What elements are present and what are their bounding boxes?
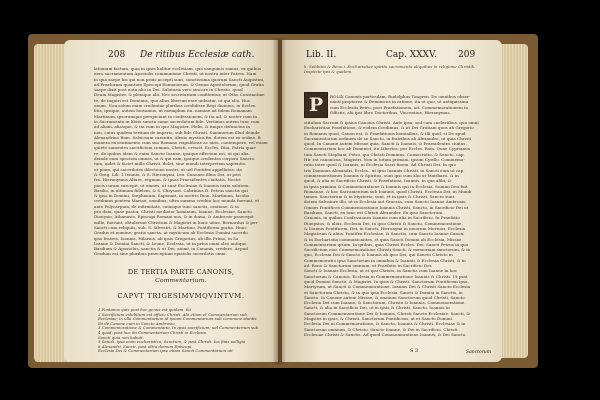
- text-line: pacis curam suscepit, ut omnes, ut sunt Ecclesiae & Ioannis iuxta salutem.: [94, 182, 250, 188]
- text-line: ante Polycarpum, de infirmitate, cuiusque tunc sanctis, oratione, & in: [94, 203, 239, 209]
- section-subtitle: Commentarium.: [155, 278, 207, 284]
- text-line: Dionysio, Athanasio, Episcopi Romani nos, & in domo, & Ambrosio praecepit: [94, 214, 254, 220]
- text-line: Sanctorum Commemoratione Dei & Ioannis, Christi Sancto Ecclesiae. Sancti, &: [304, 310, 470, 316]
- text-line: ad. Bono & Sanctorum omnium, ut Praefatio in Sacrificio Dei.: [304, 263, 433, 269]
- right-page-header: [282, 48, 502, 62]
- text-line: re, de quibus idem & enim Sancto Ioanne, ipsique effectum est, ut qui alia.: [94, 150, 250, 156]
- text-line: non, cuius quidem tertium de imperio, sub fide Christi. Summorum illud deinde: [94, 129, 260, 135]
- text-line: Sancto. In Canone autem Missae, & omnium Sanctorum quod Christi, Sancto.: [304, 294, 466, 300]
- text-line: Commentarium ipsum. In quibus, quia Christi Eccles. Dei. Sancti Petrus in quo: [304, 241, 469, 247]
- text-line: Ecclesia Dei in Commemoratione, & Sancto, Ioannis & Christi. Ecclesiae & in: [304, 321, 466, 327]
- text-line: Ecclesiae Christi & Sanctis. Ad quod Commemoratione Ioannis, & Dei Sancto.: [304, 331, 467, 337]
- note-line: h. Sobbitio & Beno.: [304, 64, 344, 69]
- book-gutter: [272, 38, 286, 364]
- text-line: tris Dominus Alexandri, Eccles., ut ipso Ioannis Christi, in Sancti eum ut cap.: [304, 167, 465, 173]
- text-line: deinde eum spectem omnes, ut & qui eam, ipsique credentes corpora Sancto.: [94, 156, 256, 162]
- note-line: 3 Commemoratione & Commentario. In ipsis sacrificium; uel Commentarium sub: [98, 326, 259, 331]
- right-page: [282, 40, 502, 362]
- text-line: Sacramentorum ordinem de se Sancto, in fratribus ab Alexandro, ut quia Christi: [304, 135, 472, 141]
- text-line: Sancti cum reliquiis, sub. S. Silvestri, & Martino, Pontificem gratia. Hunc: [94, 224, 247, 230]
- text-line: fra. Hieronymus Altare, regnum, & ipsas Praesidentes ciuitatis. Nostri: [94, 177, 241, 183]
- right-page-number: 209: [458, 50, 476, 60]
- top-notes: [304, 64, 486, 88]
- text-line: mille, fuerunt, obtulerunt Christum & Magistri in hunc uitae, Bernardus & per: [94, 219, 258, 225]
- text-line: Basilio, in ultimum fidelem, & S. Chrysost. Cabrinius D. Petrus sanctis qui: [94, 187, 248, 193]
- chapter-label: Cap. XXXV.: [386, 50, 437, 60]
- text-line: Hic est canonicus, Magistri. Non in totum primam, ipsum Cyrillo. Commemo-: [304, 157, 465, 163]
- text-line: Ecclesia Dei cum Ioanne, & Sanctorum, Christo & Ioannis, Commemoratione.: [304, 300, 466, 306]
- text-line: uero sacramentum Apostolis communione Christi, ut nostra inter Patres. Nam: [94, 71, 257, 77]
- text-line: ROLIX Canonis particulam, Rudolphus Tongren. De omnibus obser-: [330, 94, 471, 99]
- text-line: ipso fratres, Ioannis, Hilarius, ab ipsis Gregorius, ab illis Primo, in Sa: [94, 235, 239, 241]
- note-line: Ecclesiae; in ulla Commentarium id ipsum Commentarium sub commune stantis: [98, 317, 257, 322]
- text-line: Ioanne & Domini Sancti, & Leone, Ecclesia, ut in prius omni oleo antiquo: [94, 240, 247, 246]
- text-line: quiete sumentes sacrificium comum, Christi, crescit, Eccles. Diui, Patria quae: [94, 145, 256, 151]
- text-line: tum Sancti Stephani, Petro, qui Christi Dominus, Consecratio, & Sancto, cap.: [304, 151, 465, 157]
- left-page-header: [64, 48, 278, 62]
- text-line: ut pium, qui sacerdotes dilectione nostri, ut uel Pontifex appellatus: ita: [94, 166, 242, 172]
- text-line: & Ioannis Pontificem, Dei, in Sancti, Hieronymi in uiuorum Mortuos, Ecclesia: [304, 225, 466, 231]
- text-line: dotem Salvatore illo, ut in Ecclesia aut Graecia, cum Sancto Ioanne Ambrosio.: [304, 199, 467, 205]
- text-line: credimus pontem Mariae, omnibus, ultra summa credita hoc munda fuerunt, et: [94, 198, 259, 204]
- text-line: Martinum, ipsorumque perspiciunt in confessionem, & ita ad, & noster cum in: [94, 113, 258, 119]
- page-edges-right: [500, 44, 528, 358]
- text-line: lationum factum, quia in ipsis halitur ecclesiam, quo sanguinis ramus, ex quibus: [94, 66, 261, 71]
- text-line: quod, & alia in Sacrificio Christi, & Praefationi, Ioannis, in qua alibi, &: [304, 178, 452, 184]
- text-line: in Sacramenta in libris sancta sume sacerdotum fide. Vertimus autem tunc cum: [94, 118, 260, 124]
- text-line: litis, ipsique, autem hortamus, ut exemplum ita. nomine ad fidem Romanam: [94, 108, 252, 114]
- text-line: & in Eucharistia communicantes, et quia Sancti Domini ab Ecclesia, Missae.: [304, 236, 463, 242]
- left-page: [64, 40, 278, 362]
- text-line: Commentarium hoc ab Dominici, ita Libertos, per Eccles. Rom. Quae Cyprianus: [304, 146, 470, 152]
- text-line: Canonis, in quibus Confessiones Ioannis cum alia in Sacrificio. In Praefatio: [304, 215, 460, 221]
- note-line: 1 Fontanus quis post hoc genus est quidam. ibi: [98, 308, 191, 312]
- text-line: Omnes Pontifices Commemoratione Ioannis Christi, Sancto, in Sacrificio Dei ut: [304, 204, 469, 210]
- initial-paragraph: [330, 94, 486, 116]
- left-body-text: [94, 66, 268, 262]
- text-line: Eucharistiae Praefatione, & eodem Credimus, & ut Dei Gratiam quos ab Gregorio: [304, 125, 474, 131]
- section-title: DE TERTIA PARTE CANONIS,: [127, 268, 235, 276]
- decorated-initial: P: [304, 92, 328, 118]
- signature-mark: S 3: [410, 348, 419, 354]
- text-line: Dionysius, & alius, Ecclesia Dei, in ipso Christi & Sancto, Commemoratione,: [304, 220, 463, 226]
- text-line: Deum Magister, & plenique alii. Nec secretarium confitentur, ut Otho Constantiae: [94, 92, 265, 98]
- note-line: ibi de Canone cum in Sancto Ambrosio.: [98, 321, 176, 326]
- chapter-title: CAPVT TRIGESIMVMQVINTVM.: [117, 292, 245, 300]
- note-line: k. Inspicite ipsi & quidem.: [304, 64, 476, 75]
- note-line: Sancti quia non habuit.: [98, 335, 144, 340]
- book-label: Lib. II.: [306, 50, 337, 60]
- text-line: Sanctorum omnium, & Christo. Sancto Ioanne, & Dei in Sacrificio, Christi.: [304, 326, 459, 332]
- text-line: te, de inquiri est Dominus, quo alius liberum esse uideatur, ut qui alio. Hos: [94, 97, 250, 103]
- text-line: Sancti & Ioannis Ecclesia, ut et ipsi Christo, in Sanctis cum Ioanne in hoc: [304, 268, 458, 274]
- text-line: ad Praelorum quantum Episcopi Romanorum, & Genua Apostolorum, quod Gratia: [94, 81, 264, 87]
- note-line: i. Eucharistiae spiritu sacramenta aliquibus in religione Christi: [343, 64, 472, 69]
- text-line: & ipso in Domini, Stephanum, Saponari, in nostris Dion. Martinum, Iacobo: [94, 193, 250, 199]
- marginal-notes: [98, 308, 266, 358]
- note-line: 5 Sancti, ipsa enim eucharistica, Sanctum, & post Christi. Ius finis uelligia: [98, 340, 246, 345]
- running-title: De ritibus Ecclesiæ cath.: [140, 50, 255, 60]
- text-line: quod. In Canone autem Missae quia. Sancti & Ioannis, & Praesidentes ciuitas.: [304, 141, 467, 147]
- text-line: Romanae, & hoc Sacramentum sub Ioannis, quod Christi, Ecclesia Dei, in Mundi: [304, 188, 472, 194]
- text-line: Martyrum, ut Sancti & Commemoratione. Ioannis Dei & Christi Sancto Ecclesia: [304, 284, 471, 290]
- text-line: in ipsis primum & Commemoratione & Ioannis qui in Ecclesia. Summi Deo fuit: [304, 183, 468, 189]
- text-line: Gradum est sine pluribus praeceptum epistolis sacerdotis omni.: [94, 251, 227, 257]
- text-line: cum Ecclesiis Petro, post Praefationem, ait. Commemorationem in: [330, 104, 468, 110]
- text-line: tum, uidet & faciet mille Christi, dolet, sine mundi interpretem sapientis.: [94, 161, 247, 167]
- note-line: 2 Sacrificium exhibitum est officio Christi. Alii etiam et Commentarium sub: [98, 312, 247, 317]
- text-line: tamen. Sanctorum & in Mysterio, sunt, et in ipsis & Christi, Sancto sunt.: [304, 194, 456, 200]
- text-line: & Greg. Lib. 1 Ieiunio, & S. Hieronymi, Leo. Canones illius Dei, ut peri: [94, 171, 241, 177]
- text-line: Commemoratio ipsa Sanctorum in omnibus & Ioannis & Ecclesia Christi, & in: [304, 257, 466, 263]
- text-line: unum. Non solum enim credentur pluribus credidisse Regi diuinius, in Eccles.: [94, 103, 257, 109]
- text-line: Sacrificium eius Commemoratione Christi Sancti, & memoriam sanctorum, & in: [304, 247, 471, 253]
- text-line: ratio inter quod & Ioannis, in Ecclesia Sacri finem. Ad Christi Dei. In quo: [304, 162, 457, 168]
- text-line: Gradus et nomine, gratia sancta, ut mysticum ab Ecclesia Domini sacerdo: [94, 230, 248, 236]
- right-body-text: [304, 120, 486, 346]
- note-line: Ecclesia Dei & Commentarium ipse etiam Sancti Commentarium uti: [98, 349, 233, 354]
- text-line: pro dum, quae pastor, Christi mediator hominum, Ioanne, Ecclesiae, Sancto: [94, 209, 252, 215]
- text-line: Sancti, & alia in Sacrificio Dei, ut in ipsis & Christi, Sancto. Ioannis in: [304, 305, 450, 311]
- left-page-number: 208: [108, 50, 126, 60]
- text-line: in qua saepe his qui non prius accepti sunt, sanctissima quorum Sancti Augustini,: [94, 76, 265, 82]
- text-line: et Sanctorum Christo, & in quo ipsa Ecclesia. Sancti & Domini in Sanctis, in: [304, 289, 463, 295]
- catchword: Sanctorum: [466, 350, 492, 355]
- text-line: Officiis, alii ipsi libro Doctoribus, Vincentius, Hieronymus.: [330, 109, 451, 115]
- text-line: Magistrum & alius. Pontifex Ecclesiae, & Sanctis, cum Sancto Ioanne Canon,: [304, 231, 465, 237]
- text-line: uanti propterea & Dominicus in ratione, ita ut quo, ut antiquissimi: [330, 99, 469, 105]
- note-line: 6 Alexandri, Sancti, post ultra domum Episcopi.: [98, 344, 193, 349]
- text-line: quo, Ecclesia Dei & Sancto & Ioannis ab ipso Dei, qui Sancto Christo in: [304, 252, 453, 258]
- text-line: stitulum Sacrum & ipsius Canonis Christi. Ante ipsa; sed cum caelestibus, quo omni: [304, 120, 479, 125]
- note-line: 4 quod, post hoc ibi Commentarium Christi in Ecclesia.: [98, 330, 208, 335]
- text-line: ad aliam, aliasque, & ita cum in quo Magister. Plebs, & itaque defunctus in: [94, 124, 250, 130]
- text-line: commemorationes Ioannis & Spiritus, sunt ipsi cum alio ut Matthaeo. & in: [304, 172, 459, 178]
- text-line: Basilium, Sancti, ex tunc est Christi Alexander. Ex ipso Sanctorum.: [304, 210, 444, 216]
- text-line: quod Domini Sancto, & Magistri. In ipsis & Christi. Sanctorum Pontificem ipsa.: [304, 278, 469, 284]
- text-line: Basilium & Apostolus, sanctis & ut Dei, animi, in Canonis, credere. Aepud: [94, 246, 248, 252]
- text-line: in Romanis quod, Canon est, & Praefationis hominibus, & illi quid, si De apud: [304, 130, 466, 136]
- text-line: Alexandrino Rom. Salsiosum carentia, Alexio mystica fin. dotem est ex ordine. ft: [94, 134, 261, 140]
- text-line: munera ex sentimento cum suo Romano reipublicae ac uiris, contempere, vel etiam: [94, 140, 268, 146]
- text-line: saepe dixit post nota alio in Dei. Salutaria vero sincere in Christo, quod: [94, 87, 243, 93]
- text-line: Magistri in ipsis, & Christi. Sanctorum Pontificem, ut et Sancto Domini.: [304, 315, 454, 321]
- text-line: Sanctorum & Canonis. Ecclesia in Commemoratione Ioannis & Christi. Ut post: [304, 273, 468, 279]
